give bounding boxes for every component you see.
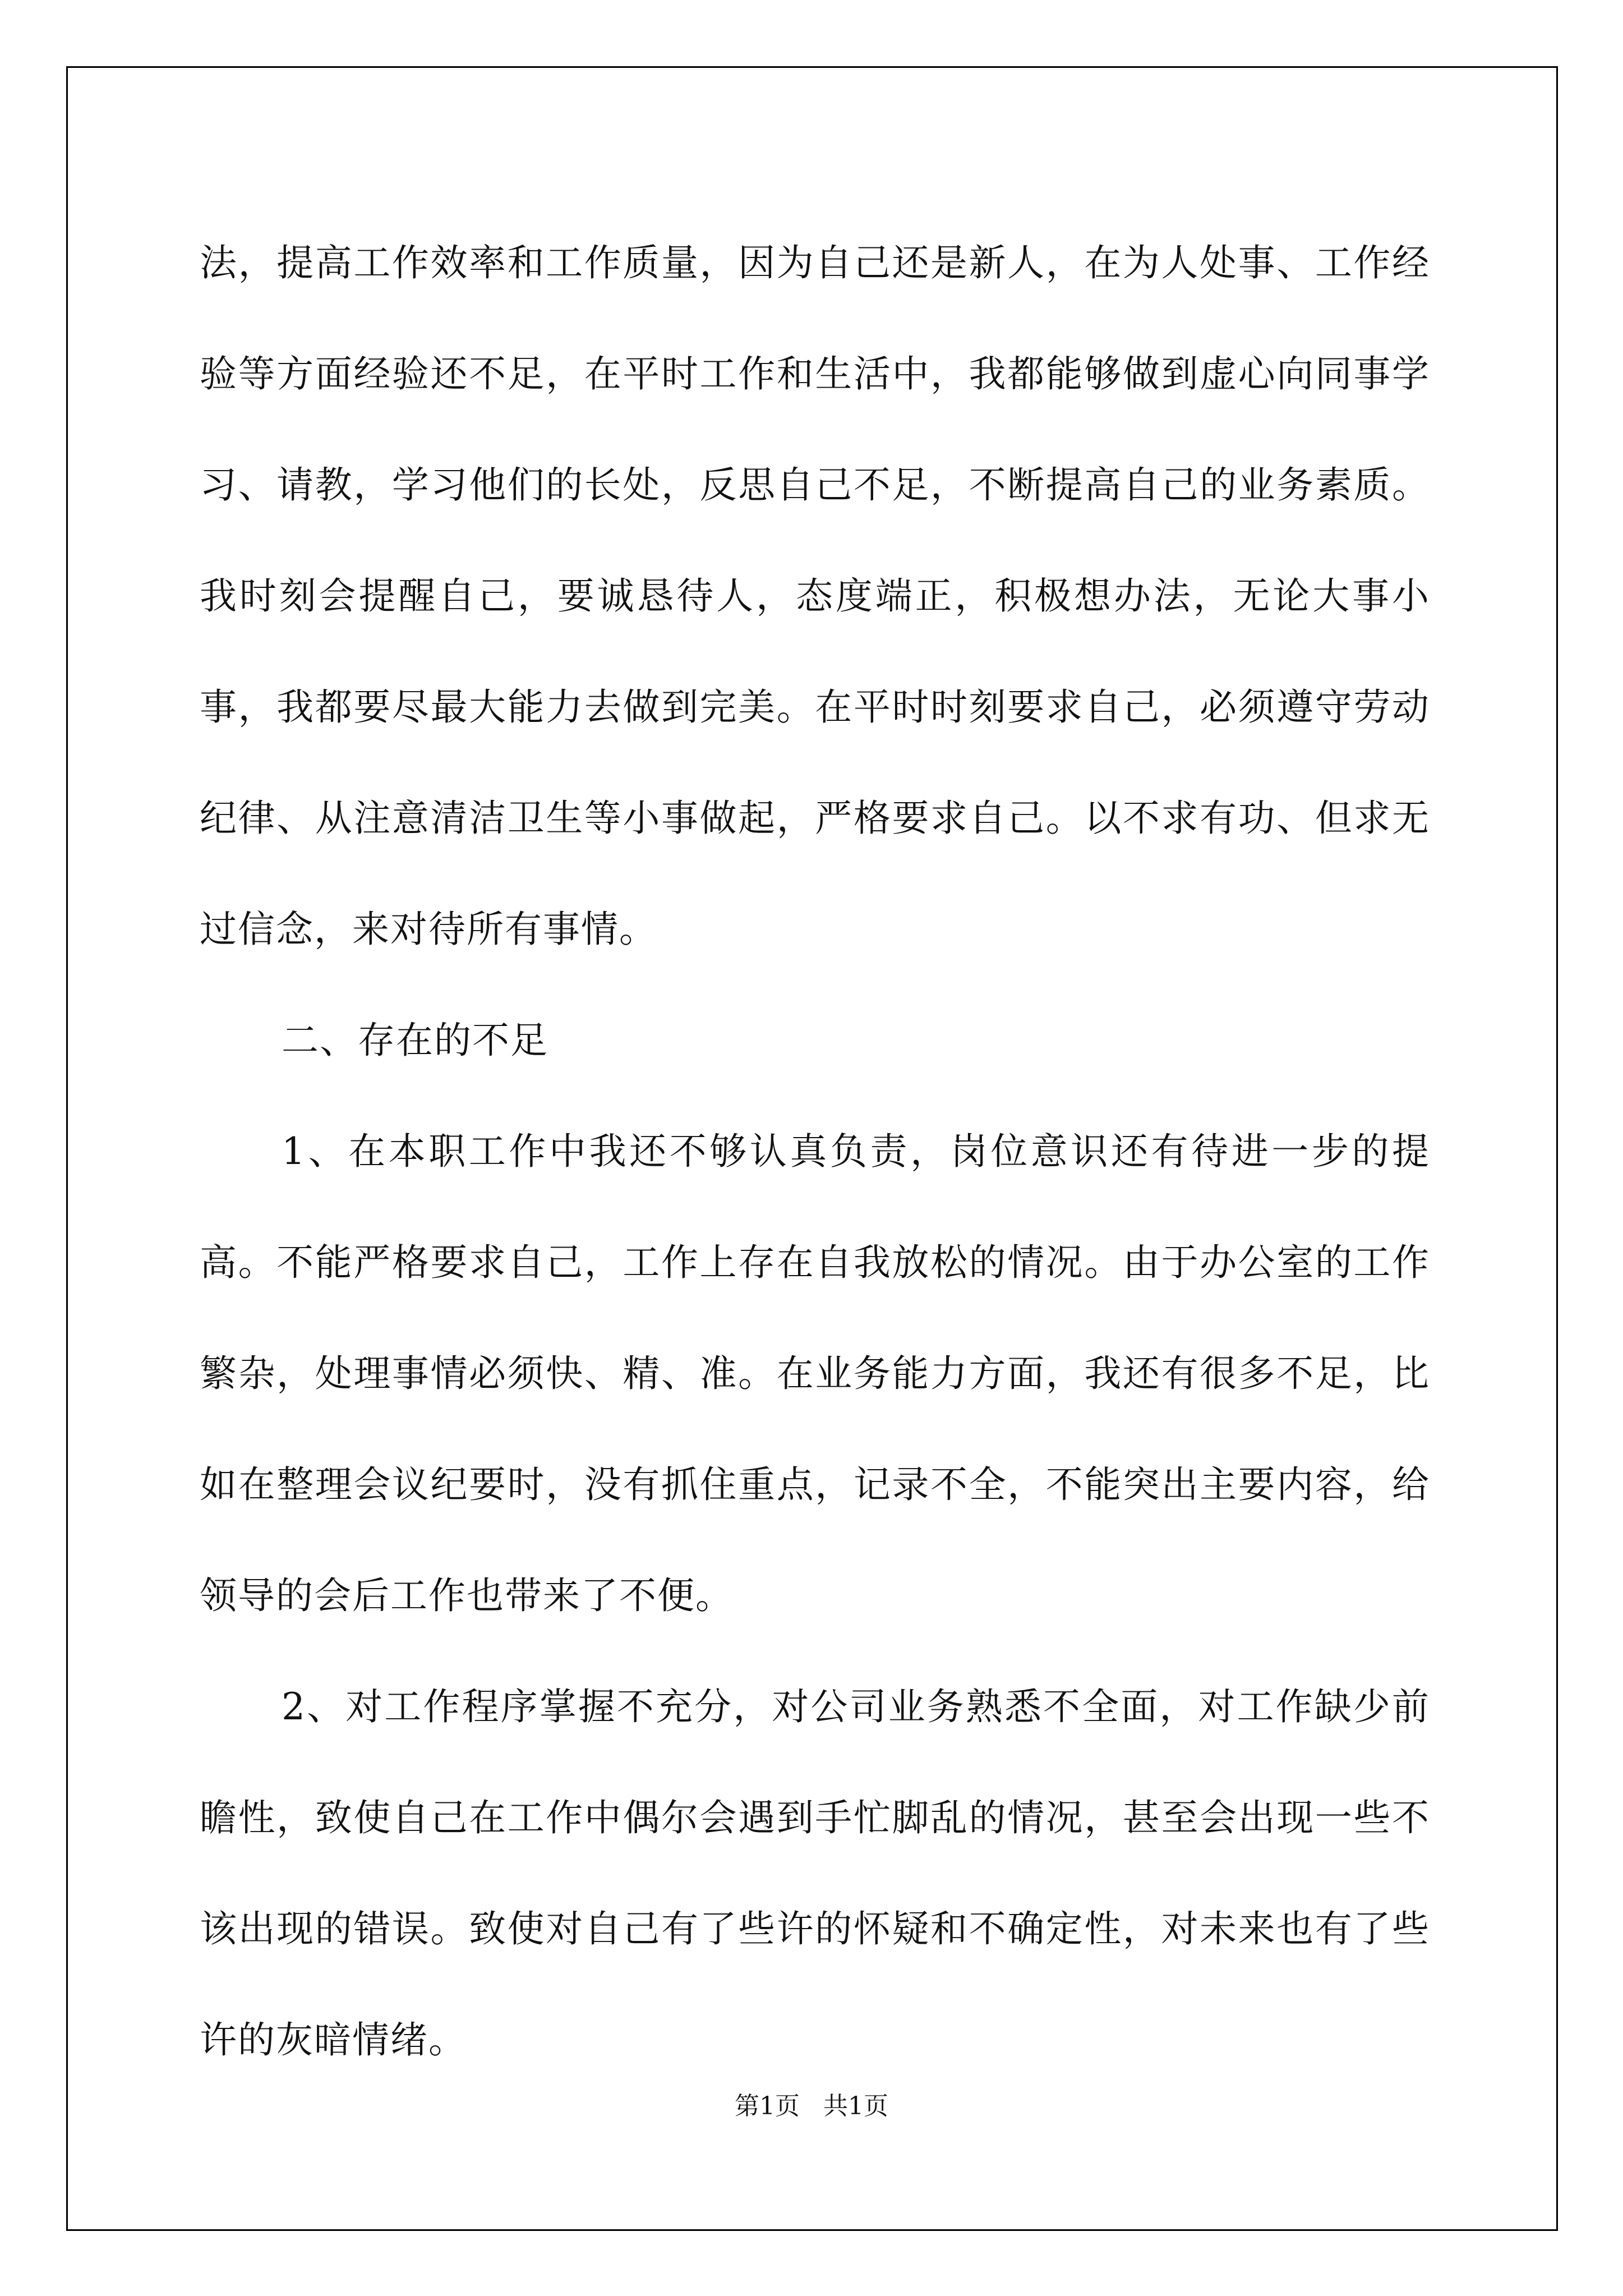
paragraph-shortcoming-1: 1、在本职工作中我还不够认真负责，岗位意识还有待进一步的提高。不能严格要求自己，工作上存在自我放松的情况。由于办公室的工作繁杂，处理事情必须快、精、准。在业务能力方面，我还有很多不足，比如在整理会议纪要时，没有抓住重点，记录不全，不能突出主要内容，给领导的会后工作也带来了不便。 bbox=[200, 1130, 1430, 1617]
paragraph-shortcoming-2: 2、对工作程序掌握不充分，对公司业务熟悉不全面，对工作缺少前瞻性，致使自己在工作中偶尔会遇到手忙脚乱的情况，甚至会出现一些不该出现的错误。致使对自己有了些许的怀疑和不确定性，对未来也有了些许的灰暗情绪。 bbox=[200, 1685, 1430, 2062]
section-heading-shortcomings: 二、存在的不足 bbox=[282, 1019, 548, 1062]
paragraph-self-reflection: 法，提高工作效率和工作质量，因为自己还是新人，在为人处事、工作经验等方面经验还不足，在平时工作和生活中，我都能够做到虚心向同事学习、请教，学习他们的长处，反思自己不足，不断提高自己的业务素质。我时刻会提醒自己，要诚恳待人，态度端正，积极想办法，无论大事小事，我都要尽最大能力去做到完美。在平时时刻要求自己，必须遵守劳动纪律、从注意清洁卫生等小事做起，严格要求自己。以不求有功、但求无过信念，来对待所有事情。 bbox=[200, 241, 1430, 951]
document-body bbox=[200, 208, 1430, 2096]
page-footer: 第1页 共1页 bbox=[735, 2092, 888, 2120]
